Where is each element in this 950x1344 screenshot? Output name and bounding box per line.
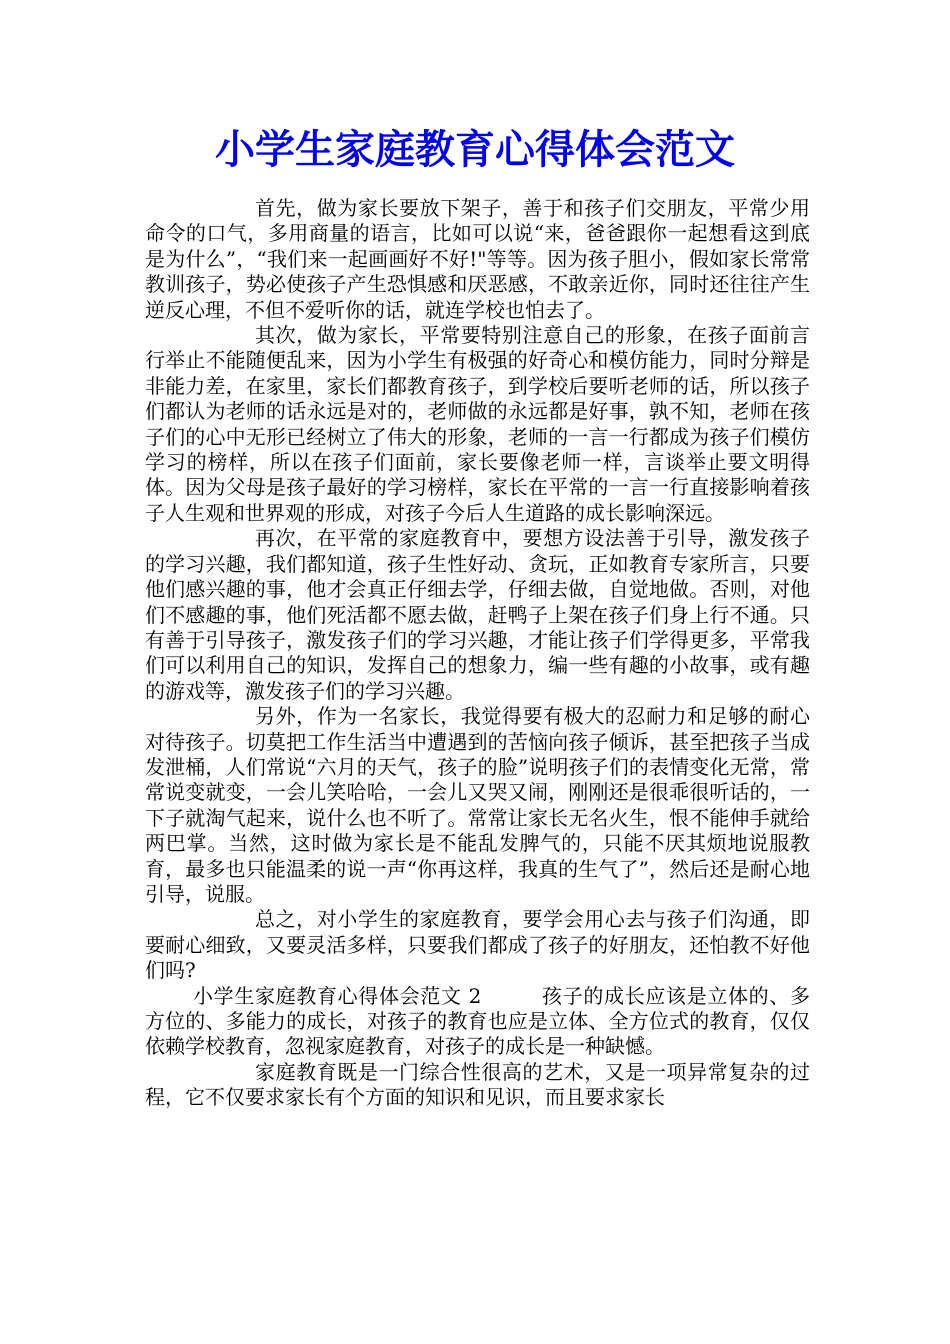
document-body bbox=[145, 196, 810, 1111]
paragraph-1: 首先，做为家长要放下架子，善于和孩子们交朋友，平常少用命令的口气，多用商量的语言，比如可以说“来，爸爸跟你一起想看这到底是为什么”，“我们来一起画画好不好!"等等。因为孩子胆小，假如家长常常教训孩子，势必使孩子产生恐惧感和厌恶感，不敢亲近你，同时还往往产生逆反心理，不但不爱听你的话，就连学校也怕去了。 bbox=[145, 196, 810, 322]
paragraph-4: 另外，作为一名家长，我觉得要有极大的忍耐力和足够的耐心对待孩子。切莫把工作生活当中遭遇到的苦恼向孩子倾诉，甚至把孩子当成发泄桶，人们常说“六月的天气，孩子的脸”说明孩子们的表情变化无常，常常说变就变，一会儿笑哈哈，一会儿又哭又闹，刚刚还是很乖很听话的，一下子就淘气起来，说什么也不听了。常常让家长无名火生，恨不能伸手就给两巴掌。当然，这时做为家长是不能乱发脾气的，只能不厌其烦地说服教育，最多也只能温柔的说一声“你再这样，我真的生气了”，然后还是耐心地引导，说服。 bbox=[145, 704, 810, 906]
paragraph-6 bbox=[145, 984, 810, 1060]
paragraph-7: 家庭教育既是一门综合性很高的艺术，又是一项异常复杂的过程，它不仅要求家长有个方面的知识和见识，而且要求家长 bbox=[145, 1059, 810, 1110]
section-2-heading: 小学生家庭教育心得体会范文 2 bbox=[193, 983, 482, 1008]
section-2-text: 孩子的成长应该是立体的、多方位的、多能力的成长，对孩子的教育也应是立体、全方位式的教育，仅仅依赖学校教育，忽视家庭教育，对孩子的成长是一种缺憾。 bbox=[145, 983, 810, 1059]
document-title: 小学生家庭教育心得体会范文 bbox=[215, 127, 735, 173]
paragraph-2: 其次，做为家长，平常要特别注意自己的形象，在孩子面前言行举止不能随便乱来，因为小学生有极强的好奇心和模仿能力，同时分辩是非能力差，在家里，家长们都教育孩子，到学校后要听老师的话，所以孩子们都认为老师的话永远是对的，老师做的永远都是好事，孰不知，老师在孩子们的心中无形已经树立了伟大的形象，老师的一言一行都成为孩子们模仿学习的榜样，所以在孩子们面前，家长要像老师一样，言谈举止要文明得体。因为父母是孩子最好的学习榜样，家长在平常的一言一行直接影响着孩子人生观和世界观的形成，对孩子今后人生道路的成长影响深远。 bbox=[145, 323, 810, 525]
paragraph-3: 再次，在平常的家庭教育中，要想方设法善于引导，激发孩子的学习兴趣，我们都知道，孩子生性好动、贪玩，正如教育专家所言，只要他们感兴趣的事，他才会真正仔细去学，仔细去做，自觉地做。否则，对他们不感趣的事，他们死活都不愿去做，赶鸭子上架在孩子们身上行不通。只有善于引导孩子，激发孩子们的学习兴趣，才能让孩子们学得更多，平常我们可以利用自己的知识，发挥自己的想象力，编一些有趣的小故事，或有趣的游戏等，激发孩子们的学习兴趣。 bbox=[145, 526, 810, 703]
paragraph-5: 总之，对小学生的家庭教育，要学会用心去与孩子们沟通，即要耐心细致，又要灵活多样，只要我们都成了孩子的好朋友，还怕教不好他们吗? bbox=[145, 907, 810, 983]
